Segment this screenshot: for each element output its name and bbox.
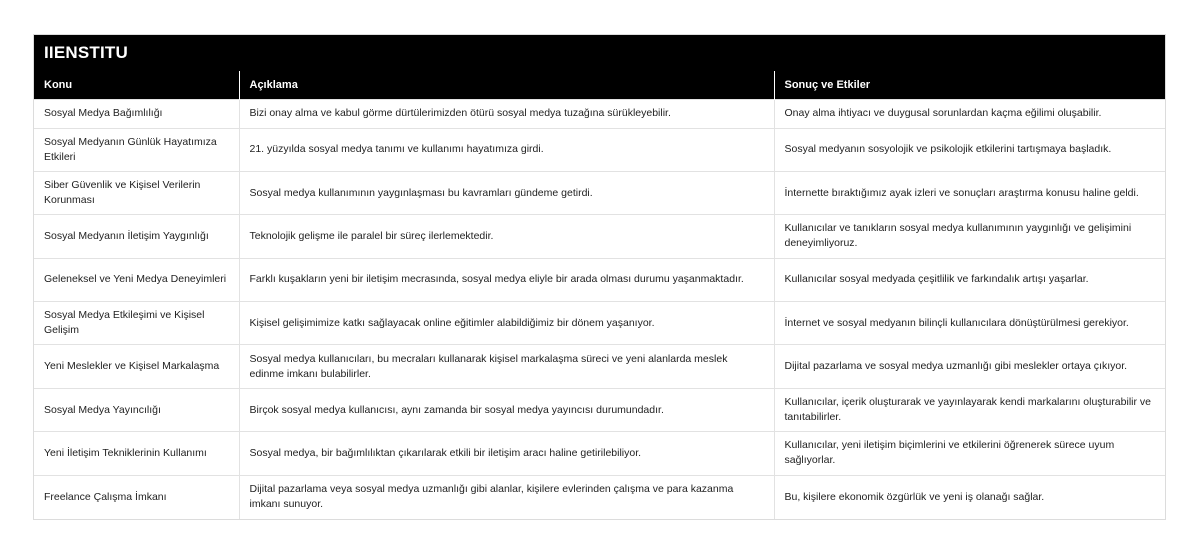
cell-topic: Yeni Meslekler ve Kişisel Markalaşma [34, 345, 239, 388]
cell-description: Kişisel gelişimimize katkı sağlayacak online eğitimler alabildiğimiz bir dönem yaşanıyor. [239, 302, 774, 345]
cell-result: Kullanıcılar, yeni iletişim biçimlerini ve etkilerini öğrenerek sürece uyum sağlıyorlar. [774, 432, 1165, 475]
cell-result: Bu, kişilere ekonomik özgürlük ve yeni iş olanağı sağlar. [774, 475, 1165, 518]
table-row [34, 302, 1165, 345]
table-row [34, 345, 1165, 388]
topic-table [34, 71, 1165, 519]
cell-topic: Sosyal Medya Bağımlılığı [34, 99, 239, 128]
table-row [34, 128, 1165, 171]
table-row [34, 215, 1165, 258]
cell-topic: Sosyal Medyanın İletişim Yaygınlığı [34, 215, 239, 258]
cell-topic: Sosyal Medya Etkileşimi ve Kişisel Gelişim [34, 302, 239, 345]
cell-topic: Sosyal Medyanın Günlük Hayatımıza Etkileri [34, 128, 239, 171]
cell-result: Kullanıcılar ve tanıkların sosyal medya kullanımının yaygınlığı ve gelişimini deneyimliyoruz. [774, 215, 1165, 258]
cell-description: Sosyal medya kullanıcıları, bu mecraları kullanarak kişisel markalaşma süreci ve yeni alanlarda meslek edinme imkanı bulabilirler. [239, 345, 774, 388]
cell-result: Onay alma ihtiyacı ve duygusal sorunlardan kaçma eğilimi oluşabilir. [774, 99, 1165, 128]
cell-description: Sosyal medya kullanımının yaygınlaşması bu kavramları gündeme getirdi. [239, 171, 774, 214]
table-row [34, 258, 1165, 301]
cell-description: Bizi onay alma ve kabul görme dürtülerimizden ötürü sosyal medya tuzağına sürükleyebilir. [239, 99, 774, 128]
header-sonuc-ve-etkiler: Sonuç ve Etkiler [774, 71, 1165, 99]
header-aciklama: Açıklama [239, 71, 774, 99]
table-row [34, 475, 1165, 518]
cell-topic: Freelance Çalışma İmkanı [34, 475, 239, 518]
cell-topic: Siber Güvenlik ve Kişisel Verilerin Korunması [34, 171, 239, 214]
cell-description: 21. yüzyılda sosyal medya tanımı ve kullanımı hayatımıza girdi. [239, 128, 774, 171]
cell-topic: Sosyal Medya Yayıncılığı [34, 388, 239, 431]
cell-result: Dijital pazarlama ve sosyal medya uzmanlığı gibi meslekler ortaya çıkıyor. [774, 345, 1165, 388]
cell-result: Sosyal medyanın sosyolojik ve psikolojik etkilerini tartışmaya başladık. [774, 128, 1165, 171]
cell-description: Farklı kuşakların yeni bir iletişim mecrasında, sosyal medya eliyle bir arada olması durumu yaşanmaktadır. [239, 258, 774, 301]
cell-result: Kullanıcılar, içerik oluşturarak ve yayınlayarak kendi markalarını oluşturabilir ve tanıtabilirler. [774, 388, 1165, 431]
cell-topic: Yeni İletişim Tekniklerinin Kullanımı [34, 432, 239, 475]
cell-topic: Geleneksel ve Yeni Medya Deneyimleri [34, 258, 239, 301]
header-konu: Konu [34, 71, 239, 99]
brand-title: IIENSTITU [34, 35, 1165, 71]
cell-result: Kullanıcılar sosyal medyada çeşitlilik ve farkındalık artışı yaşarlar. [774, 258, 1165, 301]
cell-result: İnternette bıraktığımız ayak izleri ve sonuçları araştırma konusu haline geldi. [774, 171, 1165, 214]
content-table-frame [33, 34, 1166, 520]
cell-description: Dijital pazarlama veya sosyal medya uzmanlığı gibi alanlar, kişilere evlerinden çalışma ve para kazanma imkanı sunuyor. [239, 475, 774, 518]
cell-description: Teknolojik gelişme ile paralel bir süreç ilerlemektedir. [239, 215, 774, 258]
cell-description: Birçok sosyal medya kullanıcısı, aynı zamanda bir sosyal medya yayıncısı durumundadır. [239, 388, 774, 431]
cell-result: İnternet ve sosyal medyanın bilinçli kullanıcılara dönüştürülmesi gerekiyor. [774, 302, 1165, 345]
table-header-row [34, 71, 1165, 99]
cell-description: Sosyal medya, bir bağımlılıktan çıkarılarak etkili bir iletişim aracı haline getirilebiliyor. [239, 432, 774, 475]
table-row [34, 171, 1165, 214]
table-row [34, 432, 1165, 475]
table-row [34, 99, 1165, 128]
table-row [34, 388, 1165, 431]
